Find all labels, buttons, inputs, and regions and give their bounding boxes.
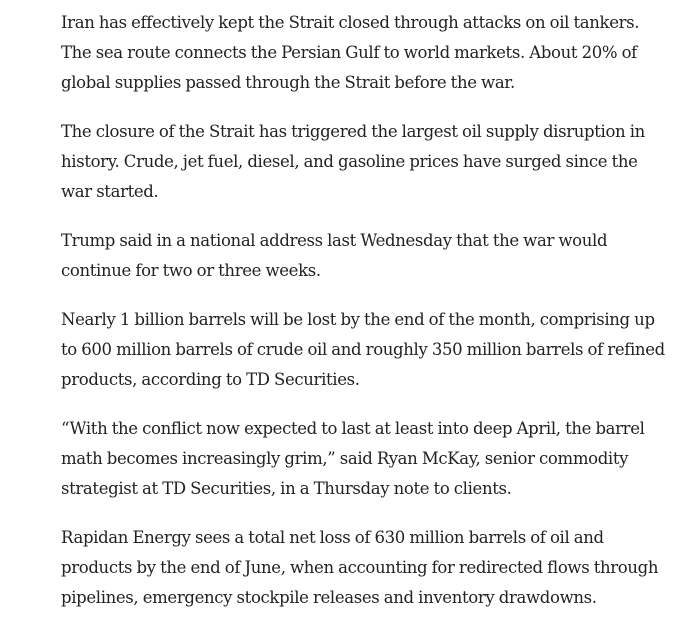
paragraph-trump-address: Trump said in a national address last Wednesday that the war would continue for two or three weeks. xyxy=(61,231,608,280)
paragraph-supply-disruption: The closure of the Strait has triggered the largest oil supply disruption in history. Crude, jet fuel, diesel, and gasoline prices have surged since the war started. xyxy=(61,122,645,201)
paragraph-strait-closed: Iran has effectively kept the Strait closed through attacks on oil tankers. The sea route connects the Persian Gulf to world markets. About 20% of global supplies passed through the Strait before the war. xyxy=(61,13,640,92)
paragraph-mckay-quote: “With the conflict now expected to last at least into deep April, the barrel math becomes increasingly grim,” said Ryan McKay, senior commodity strategist at TD Securities, in a Thursday note to clients. xyxy=(61,419,645,498)
article-body xyxy=(61,8,671,632)
paragraph-barrels-lost: Nearly 1 billion barrels will be lost by the end of the month, comprising up to 600 million barrels of crude oil and roughly 350 million barrels of refined products, according to TD Securities. xyxy=(61,310,665,389)
paragraph-rapidan-estimate: Rapidan Energy sees a total net loss of 630 million barrels of oil and products by the end of June, when accounting for redirected flows through pipelines, emergency stockpile releases and inventory drawdowns. xyxy=(61,528,659,607)
